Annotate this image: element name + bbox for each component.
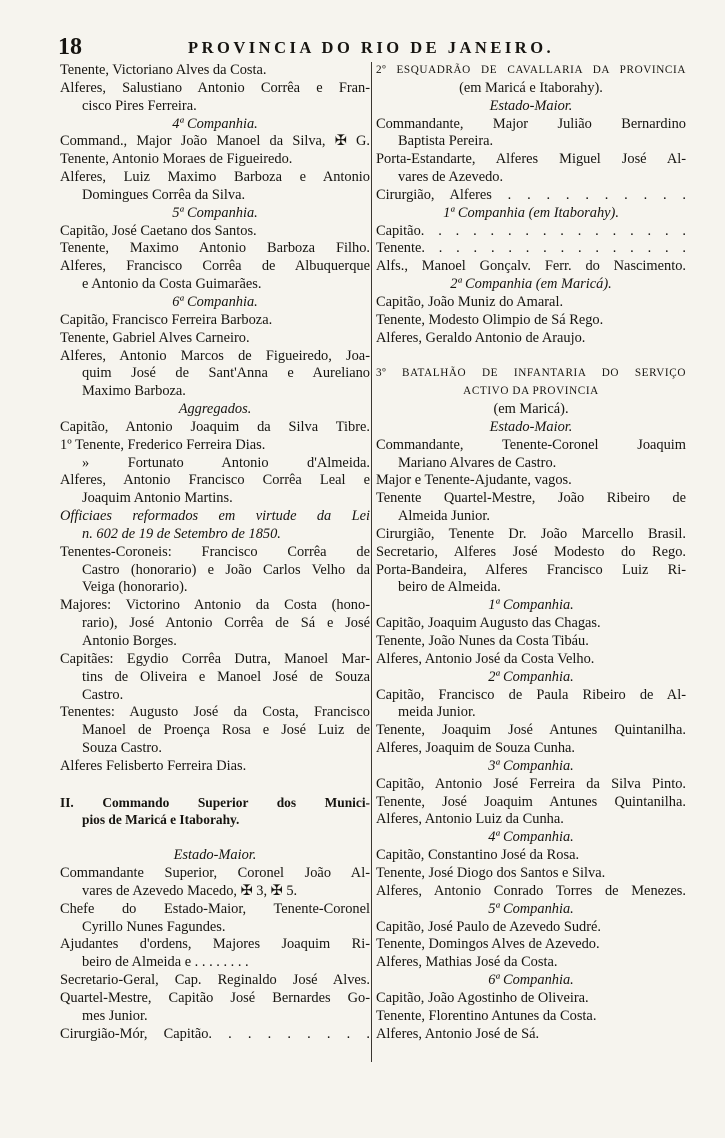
text-line: Capitão, Francisco de Paula Ribeiro de Al- (376, 686, 686, 703)
text-line: Alferes, Geraldo Antonio de Araujo. (376, 329, 586, 346)
right-column (376, 62, 686, 1043)
text-line: 1º Tenente, Frederico Ferreira Dias. (60, 436, 266, 453)
text-line: Cyrillo Nunes Fagundes. (82, 918, 226, 935)
text-line: 3º BATALHÃO DE INFANTARIA DO SERVIÇO (376, 367, 686, 380)
text-line: 4ª Companhia. (488, 829, 574, 846)
text-line: Alferes, Salustiano Antonio Corrêa e Fran- (60, 79, 370, 96)
text-line: Capitão, João Muniz do Amaral. (376, 293, 564, 310)
page-number: 18 (58, 34, 82, 60)
text-line: Almeida Junior. (398, 508, 490, 525)
text-line: vares de Azevedo Macedo, ✠ 3, ✠ 5. (82, 882, 298, 899)
text-line: 2ª Companhia. (488, 668, 574, 685)
text-line: n. 602 de 19 de Setembro de 1850. (82, 525, 281, 542)
text-line: Tenente, Maximo Antonio Barboza Filho. (60, 240, 370, 257)
text-line: Alferes, Antonio José de Sá. (376, 1025, 540, 1042)
text-line: Castro (honorario) e João Carlos Velho da (82, 561, 370, 578)
text-line: mes Junior. (82, 1007, 148, 1024)
text-line: Antonio Borges. (82, 633, 177, 649)
text-line: Capitão. . . . . . . . . . . . . . . . (376, 222, 686, 239)
text-line: Capitães: Egydio Corrêa Dutra, Manoel Mar- (60, 650, 370, 667)
text-line: Majores: Victorino Antonio da Costa (hono- (60, 597, 370, 614)
text-line: Alferes, Antonio Luiz da Cunha. (376, 811, 564, 828)
text-line: Tenentes: Augusto José da Costa, Francisco (60, 704, 370, 721)
text-line: Aggregados. (178, 401, 252, 418)
text-line: Cirurgião-Mór, Capitão. . . . . . . . . (60, 1025, 370, 1042)
text-line: Baptista Pereira. (398, 133, 494, 150)
text-line: Cirurgião, Alferes . . . . . . . . . . (376, 186, 686, 203)
text-line: Porta-Bandeira, Alferes Francisco Luiz Ri- (376, 561, 686, 578)
text-line: Commandante Superior, Coronel João Al- (60, 864, 370, 881)
text-line: vares de Azevedo. (398, 169, 504, 186)
text-line: Alferes, Antonio Francisco Corrêa Leal e (60, 472, 370, 489)
text-line (60, 829, 370, 847)
text-line: Capitão, José Paulo de Azevedo Sudré. (376, 918, 602, 935)
text-line: Capitão, Antonio José Ferreira da Silva Pinto. (376, 775, 686, 792)
text-line: Tenente, José Joaquim Antunes Quintanilha. (376, 793, 686, 810)
text-line: Tenente. . . . . . . . . . . . . . . . (376, 240, 686, 257)
text-line: (em Maricá). (493, 401, 569, 418)
text-line: Officiaes reformados em virtude da Lei (60, 508, 370, 525)
text-line: Major e Tenente-Ajudante, vagos. (376, 472, 572, 489)
text-line: Capitão, Joaquim Augusto das Chagas. (376, 615, 601, 632)
text-line: Commandante, Major Julião Bernardino (376, 115, 686, 132)
text-line: Tenente, Domingos Alves de Azevedo. (376, 936, 600, 953)
text-line (376, 348, 686, 366)
text-line: 2º ESQUADRÃO DE CAVALLARIA DA PROVINCIA (376, 64, 686, 76)
text-line: Tenente, José Diogo dos Santos e Silva. (376, 864, 606, 881)
text-line: quim José de Sant'Anna e Aureliano (82, 365, 370, 382)
text-line: 6ª Companhia. (488, 972, 574, 989)
text-line: Capitão, Francisco Ferreira Barboza. (60, 311, 273, 328)
text-line: Tenente, Joaquim José Antunes Quintanilha. (376, 722, 686, 739)
left-column (60, 62, 370, 1043)
text-line: Tenente, João Nunes da Costa Tibáu. (376, 633, 589, 649)
text-line: Veiga (honorario). (82, 579, 188, 596)
text-line: Alferes, Antonio Marcos de Figueiredo, Joa- (60, 347, 370, 364)
text-line: Alferes Felisberto Ferreira Dias. (60, 757, 247, 774)
text-line: 6ª Companhia. (172, 293, 258, 310)
text-line: Capitão, Antonio Joaquim da Silva Tibre. (60, 418, 370, 435)
text-line: e Antonio da Costa Guimarães. (82, 276, 262, 293)
text-line: pios de Maricá e Itaborahy. (82, 812, 240, 828)
text-line: 2ª Companhia (em Maricá). (450, 276, 612, 293)
text-line: Alfs., Manoel Gonçalv. Ferr. do Nascimento. (376, 258, 686, 275)
text-line: Tenente Quartel-Mestre, João Ribeiro de (376, 490, 686, 507)
text-line: Mariano Alvares de Castro. (398, 454, 557, 471)
text-line: Alferes, Antonio José da Costa Velho. (376, 650, 595, 667)
text-line: 5ª Companhia. (488, 900, 574, 917)
text-line: rario), José Antonio Corrêa de Sá e José (82, 615, 370, 632)
text-line: 1ª Companhia. (488, 597, 574, 614)
text-line: ACTIVO DA PROVINCIA (463, 385, 599, 398)
text-line: Command., Major João Manoel da Silva, ✠ G. (60, 133, 370, 150)
text-line: beiro de Almeida e . . . . . . . . (82, 954, 249, 971)
text-line: (em Maricá e Itaborahy). (459, 79, 603, 96)
text-line: Tenente, Antonio Moraes de Figueiredo. (60, 151, 293, 168)
text-line: Alferes, Luiz Maximo Barboza e Antonio (60, 169, 370, 186)
text-line: Tenente, Florentino Antunes da Costa. (376, 1007, 597, 1024)
text-line: Estado-Maior. (489, 97, 573, 114)
text-line: 5ª Companhia. (172, 204, 258, 221)
text-line: » Fortunato Antonio d'Almeida. (82, 454, 370, 471)
text-line: Cirurgião, Tenente Dr. João Marcello Brasil. (376, 525, 686, 542)
text-line: cisco Pires Ferreira. (82, 97, 197, 114)
text-line: Tenente, Modesto Olimpio de Sá Rego. (376, 311, 604, 328)
text-line: Souza Castro. (82, 740, 162, 757)
text-line (60, 776, 370, 794)
text-line: Alferes, Mathias José da Costa. (376, 954, 558, 971)
text-line: Capitão, José Caetano dos Santos. (60, 222, 257, 239)
page-title: PROVINCIA DO RIO DE JANEIRO. (188, 38, 555, 57)
text-line: Maximo Barboza. (82, 383, 186, 400)
text-line: Tenente, Gabriel Alves Carneiro. (60, 329, 250, 346)
text-line: Secretario, Alferes José Modesto do Rego. (376, 543, 686, 560)
text-line: Joaquim Antonio Martins. (82, 490, 233, 507)
text-line: Manoel de Proença Rosa e José Luiz de (82, 722, 370, 739)
text-line: Alferes, Francisco Corrêa de Albuquerque (60, 258, 370, 275)
text-line: 3ª Companhia. (488, 757, 574, 774)
text-line: Castro. (82, 686, 124, 703)
text-line: Quartel-Mestre, Capitão José Bernardes Go- (60, 989, 370, 1006)
text-line: Chefe do Estado-Maior, Tenente-Coronel (60, 900, 370, 917)
page-header (58, 34, 698, 60)
text-line: meida Junior. (398, 704, 476, 721)
text-line: beiro de Almeida. (398, 579, 501, 596)
text-line: Alferes, Joaquim de Souza Cunha. (376, 740, 576, 757)
text-line: Domingues Corrêa da Silva. (82, 186, 246, 203)
text-line: Capitão, João Agostinho de Oliveira. (376, 989, 589, 1006)
text-line: Estado-Maior. (489, 418, 573, 435)
text-line: Capitão, Constantino José da Rosa. (376, 847, 580, 864)
text-line: Tenentes-Coroneis: Francisco Corrêa de (60, 543, 370, 560)
text-line: Secretario-Geral, Cap. Reginaldo José Alves. (60, 972, 370, 989)
text-line: Commandante, Tenente-Coronel Joaquim (376, 436, 686, 453)
text-line: II. Commando Superior dos Munici- (60, 794, 370, 810)
column-divider (371, 62, 372, 1062)
text-line: Alferes, Antonio Conrado Torres de Menezes. (376, 882, 686, 899)
text-line: Porta-Estandarte, Alferes Miguel José Al- (376, 151, 686, 168)
text-line: tins de Oliveira e Manoel José de Souza (82, 668, 370, 685)
text-line: Ajudantes d'ordens, Majores Joaquim Ri- (60, 936, 370, 953)
text-line: Tenente, Victoriano Alves da Costa. (60, 62, 267, 78)
text-line: Estado-Maior. (173, 847, 257, 864)
text-line: 4ª Companhia. (172, 115, 258, 132)
text-line: 1ª Companhia (em Itaborahy). (443, 204, 619, 221)
